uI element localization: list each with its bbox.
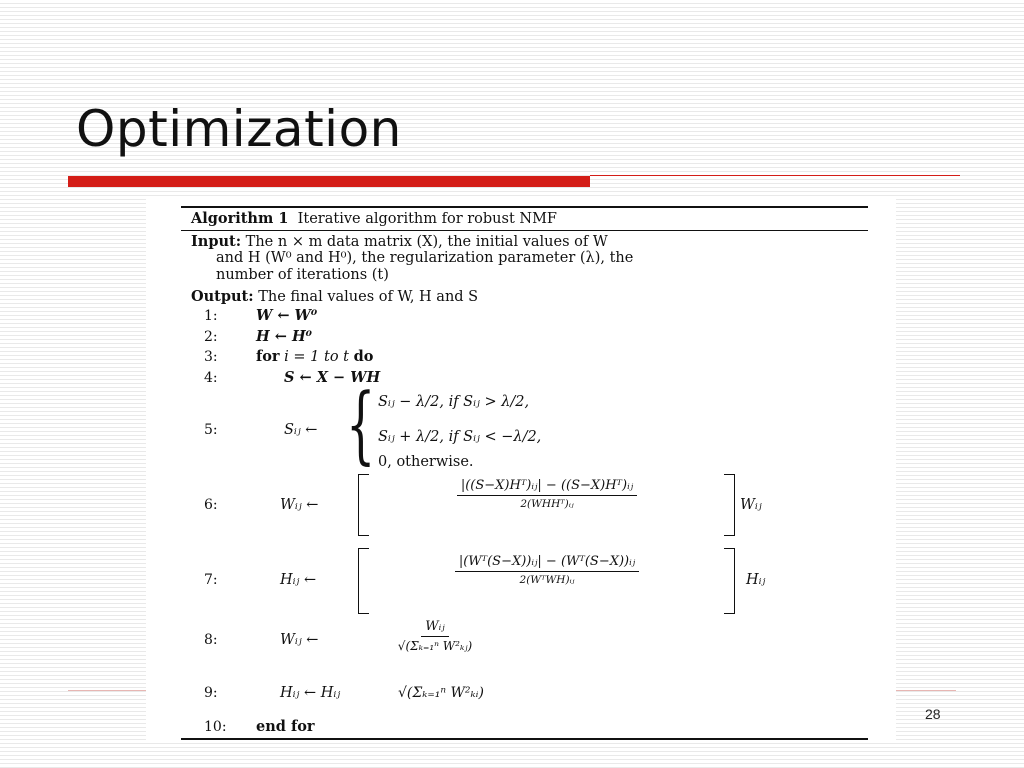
step-1: W ← W⁰	[256, 307, 318, 324]
footer-line-right	[896, 690, 956, 691]
step-6-fraction	[374, 478, 720, 510]
cases-brace: {	[346, 375, 376, 473]
loop-range: i = 1 to t	[284, 349, 350, 365]
step-3	[256, 348, 373, 366]
step-2: H ← H⁰	[256, 328, 312, 345]
step-5-case-3: 0, otherwise.	[378, 454, 474, 470]
slide-title: Optimization	[76, 100, 402, 158]
line-number: 5:	[204, 422, 218, 438]
input-text-1: The n × m data matrix (X), the initial values of W	[245, 234, 608, 250]
step-6-numerator: |((S−X)Hᵀ)ᵢⱼ| − ((S−X)Hᵀ)ᵢⱼ	[457, 478, 637, 496]
left-bracket	[358, 474, 369, 536]
output-label: Output:	[191, 288, 254, 305]
step-7-numerator: |(Wᵀ(S−X))ᵢⱼ| − (Wᵀ(S−X))ᵢⱼ	[455, 554, 639, 572]
line-number: 9:	[204, 685, 218, 701]
right-bracket	[724, 548, 735, 614]
line-number: 7:	[204, 572, 218, 588]
keyword-for: for	[256, 348, 280, 365]
step-8-numerator: Wᵢⱼ	[421, 619, 448, 637]
step-9-radical: √(Σₖ₌₁ⁿ W²ₖᵢ)	[398, 685, 484, 701]
step-8-fraction	[364, 619, 506, 653]
right-bracket	[724, 474, 735, 536]
algorithm-title: Iterative algorithm for robust NMF	[297, 211, 557, 227]
keyword-do: do	[353, 348, 374, 365]
input-line-1	[191, 233, 608, 251]
input-label: Input:	[191, 233, 242, 250]
line-number: 1:	[204, 308, 218, 324]
page-number: 28	[925, 706, 941, 722]
bottom-rule	[181, 738, 868, 740]
step-5-lhs: Sᵢⱼ ←	[284, 422, 318, 438]
algorithm-label: Algorithm 1	[191, 210, 289, 227]
algorithm-box	[146, 196, 896, 742]
output-text: The final values of W, H and S	[258, 289, 479, 305]
step-5-case-1: Sᵢⱼ − λ/2, if Sᵢⱼ > λ/2,	[378, 394, 530, 410]
step-6-rhs: Wᵢⱼ	[740, 497, 762, 513]
output-line	[191, 288, 478, 306]
step-7-rhs: Hᵢⱼ	[746, 572, 766, 588]
step-5-case-2: Sᵢⱼ + λ/2, if Sᵢⱼ < −λ/2,	[378, 429, 542, 445]
input-line-3: number of iterations (t)	[216, 267, 389, 283]
step-6-lhs: Wᵢⱼ ←	[280, 497, 319, 513]
step-7-fraction	[374, 554, 720, 586]
algorithm-header	[191, 210, 557, 228]
line-number: 2:	[204, 329, 218, 345]
line-number: 8:	[204, 632, 218, 648]
step-7-denominator: 2(WᵀWH)ᵢⱼ	[519, 574, 575, 586]
step-10	[256, 718, 315, 736]
line-number: 3:	[204, 349, 218, 365]
step-7-lhs: Hᵢⱼ ←	[280, 572, 317, 588]
line-number: 4:	[204, 370, 218, 386]
step-8-denominator: √(Σₖ₌₁ⁿ W²ₖⱼ)	[397, 639, 473, 653]
line-number: 6:	[204, 497, 218, 513]
keyword-end-for: end for	[256, 718, 315, 735]
top-rule	[181, 206, 868, 208]
step-4: S ← X − WH	[284, 369, 381, 386]
input-line-2: and H (W⁰ and H⁰), the regularization parameter (λ), the	[216, 250, 634, 266]
title-accent-line	[590, 175, 960, 176]
step-9-lhs: Hᵢⱼ ← Hᵢⱼ	[280, 685, 341, 701]
line-number: 10:	[204, 719, 227, 735]
step-6-denominator: 2(WHHᵀ)ᵢⱼ	[520, 498, 574, 510]
footer-line-left	[68, 690, 148, 691]
step-8-lhs: Wᵢⱼ ←	[280, 632, 319, 648]
title-accent-bar	[68, 176, 590, 187]
left-bracket	[358, 548, 369, 614]
header-rule	[181, 230, 868, 231]
